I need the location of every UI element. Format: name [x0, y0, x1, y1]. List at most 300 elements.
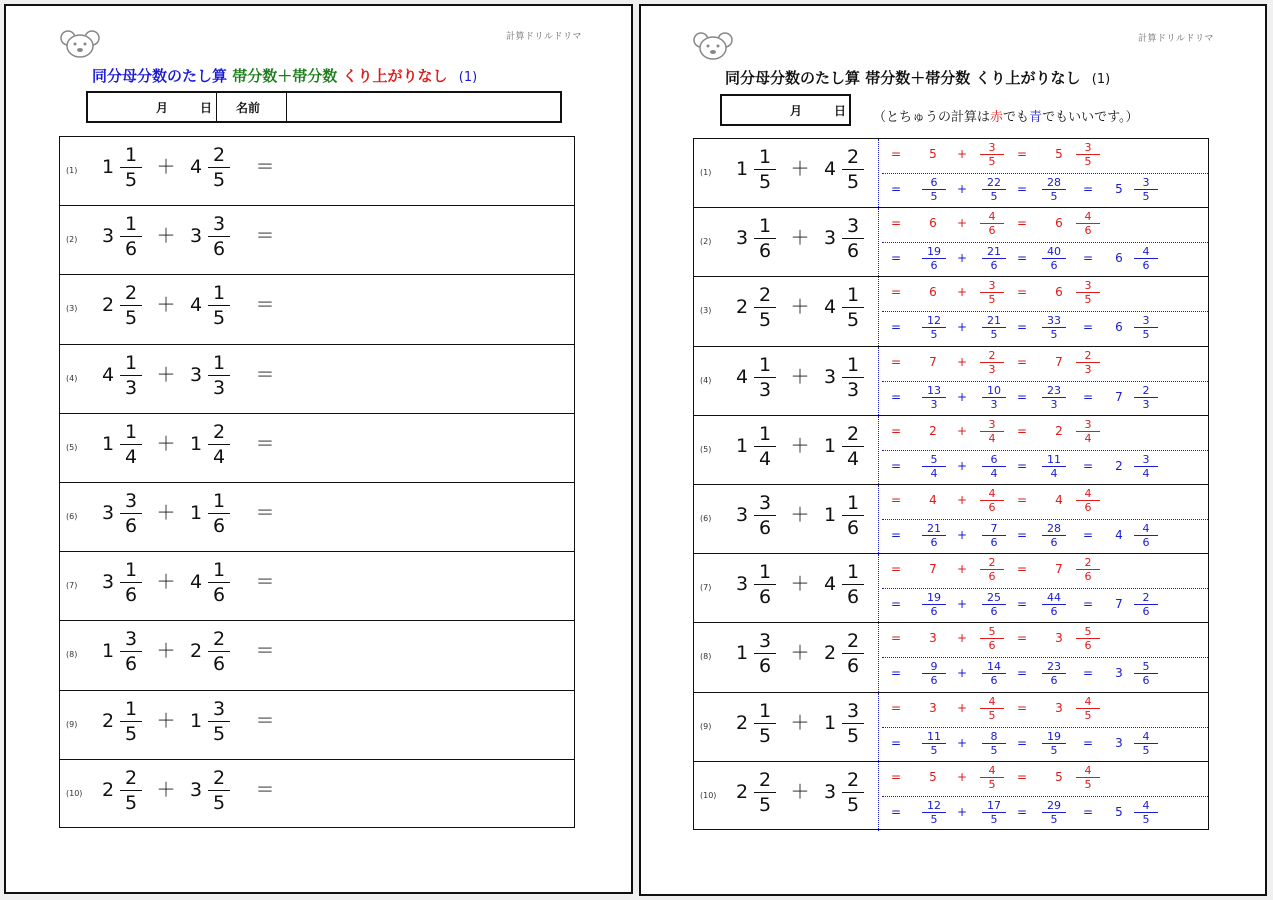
equals-sign: ＝ [255, 156, 275, 178]
mixed-fraction-numerator: 5 [1084, 625, 1092, 639]
answer-row [694, 485, 1208, 554]
improper-a [922, 314, 946, 341]
equals-red: = [1016, 493, 1028, 507]
equals-blue: = [1016, 528, 1028, 542]
mixed-fraction-numerator: 4 [1084, 487, 1092, 500]
dotted-divider-horizontal [882, 242, 1208, 243]
dotted-divider-vertical [878, 208, 879, 276]
sum-fraction [980, 141, 1004, 168]
improper-a-numerator: 19 [927, 591, 941, 605]
problem-number: (4) [66, 373, 78, 383]
plus-sign: ＋ [156, 571, 176, 594]
fraction-b-denominator: 3 [846, 378, 860, 401]
improper-b-numerator: 21 [987, 245, 1001, 259]
answer-grid [693, 138, 1209, 830]
problem-row [60, 414, 574, 483]
answer-row [694, 762, 1208, 831]
problem-number: (2) [66, 235, 78, 245]
equals-sign: ＝ [255, 363, 275, 386]
fraction-a [120, 698, 142, 745]
improper-sum-denominator: 6 [1050, 605, 1058, 619]
equals-blue: = [1082, 804, 1094, 819]
fraction-a [754, 492, 776, 539]
month-label: 月 [790, 103, 803, 118]
final-fraction [1134, 453, 1158, 480]
plus-red: + [956, 285, 968, 300]
improper-sum [1042, 522, 1066, 549]
improper-b-denominator: 5 [990, 190, 998, 203]
fraction-b-numerator: 2 [846, 630, 860, 653]
fraction-b-numerator: 3 [212, 697, 226, 720]
plus-sign: ＋ [790, 711, 810, 734]
sum-whole: 6 [929, 285, 937, 300]
sum-fraction-numerator: 2 [988, 348, 996, 362]
equals-sign: ＝ [255, 502, 275, 524]
final-fraction-numerator: 2 [1142, 591, 1150, 605]
plus-red: + [956, 216, 968, 231]
fraction-a-numerator: 1 [758, 699, 772, 722]
improper-b-denominator: 6 [990, 259, 998, 273]
fraction-a-denominator: 6 [758, 517, 772, 539]
dotted-divider-vertical [878, 554, 879, 622]
improper-sum-denominator: 5 [1050, 812, 1058, 826]
fraction-b [842, 769, 864, 816]
sum-fraction [980, 418, 1004, 445]
fraction-b-numerator: 1 [846, 284, 860, 307]
mixed-whole: 7 [1055, 354, 1063, 369]
fraction-a-denominator: 4 [758, 447, 772, 470]
sum-fraction-denominator: 6 [988, 570, 996, 584]
mixed-whole: 5 [1055, 769, 1063, 784]
title-part1: 同分母分数のたし算 [92, 67, 228, 85]
fraction-a-numerator: 2 [758, 768, 772, 791]
day-label: 日 [834, 103, 847, 118]
final-fraction-numerator: 4 [1142, 729, 1150, 743]
whole-a: 2 [735, 296, 749, 319]
brand-name: 計算ドリルドリマ [506, 32, 582, 42]
equals-red: = [1016, 147, 1028, 161]
fraction-a [754, 146, 776, 193]
improper-sum-denominator: 4 [1050, 466, 1058, 480]
whole-a: 3 [735, 227, 749, 250]
fraction-a [754, 630, 776, 677]
sum-fraction-numerator: 2 [988, 556, 996, 570]
sum-fraction-denominator: 6 [988, 501, 996, 514]
mixed-fraction-denominator: 4 [1084, 431, 1092, 445]
problem-row [60, 483, 574, 552]
equals-blue: = [1016, 251, 1028, 266]
fraction-a [754, 423, 776, 470]
improper-sum [1042, 799, 1066, 826]
problem-number: (6) [66, 512, 78, 521]
sum-whole: 2 [929, 423, 937, 438]
fraction-b-denominator: 6 [212, 238, 226, 261]
day-label: 日 [200, 100, 213, 115]
mixed-fraction-denominator: 5 [1084, 708, 1092, 722]
answer-row [694, 139, 1208, 208]
sum-fraction [980, 487, 1004, 514]
whole-b: 1 [189, 432, 203, 455]
dotted-divider-horizontal [882, 381, 1208, 382]
plus-blue: + [956, 666, 968, 681]
equals-red: = [890, 216, 902, 231]
whole-b: 2 [823, 642, 837, 665]
whole-b: 3 [823, 780, 837, 803]
equals-red: = [1016, 354, 1028, 369]
improper-sum-numerator: 29 [1047, 798, 1061, 812]
equals-sign: ＝ [255, 778, 275, 801]
final-fraction-denominator: 5 [1142, 328, 1150, 342]
mixed-fraction-numerator: 3 [1084, 279, 1092, 293]
sum-whole: 4 [929, 493, 937, 507]
plus-sign: ＋ [156, 778, 176, 801]
improper-sum-numerator: 28 [1047, 522, 1061, 535]
equals-blue: = [1016, 735, 1028, 750]
dotted-divider-vertical [878, 762, 879, 831]
fraction-b [208, 767, 230, 814]
whole-a: 4 [735, 365, 749, 388]
improper-a-numerator: 13 [927, 383, 941, 397]
mixed-fraction-numerator: 2 [1084, 556, 1092, 570]
fraction-a-numerator: 2 [124, 766, 138, 789]
fraction-b-denominator: 5 [212, 791, 226, 814]
plus-blue: + [956, 251, 968, 266]
fraction-a [120, 352, 142, 399]
mixed-fraction-denominator: 5 [1084, 155, 1092, 168]
fraction-b-denominator: 5 [846, 171, 860, 193]
improper-a [922, 245, 946, 272]
equals-blue: = [1082, 735, 1094, 750]
improper-a-denominator: 5 [930, 812, 938, 826]
improper-sum [1042, 245, 1066, 272]
mixed-fraction-denominator: 6 [1084, 639, 1092, 653]
final-fraction-numerator: 4 [1142, 522, 1150, 535]
final-fraction-numerator: 2 [1142, 383, 1150, 397]
final-fraction-denominator: 5 [1142, 190, 1150, 203]
whole-a: 2 [101, 294, 115, 317]
title-part2: 帯分数＋帯分数 [232, 67, 338, 85]
mixed-whole: 5 [1055, 147, 1063, 161]
improper-sum-numerator: 11 [1047, 452, 1061, 466]
final-fraction-numerator: 4 [1142, 798, 1150, 812]
final-whole: 7 [1115, 389, 1123, 404]
plus-red: + [956, 147, 968, 161]
fraction-b [208, 559, 230, 606]
whole-a: 1 [101, 640, 115, 663]
fraction-a [120, 559, 142, 606]
plus-sign: ＋ [790, 642, 810, 665]
fraction-a-denominator: 3 [758, 378, 772, 401]
mixed-whole: 4 [1055, 493, 1063, 507]
problem-row [60, 621, 574, 690]
fraction-b-denominator: 6 [846, 517, 860, 539]
mixed-whole: 3 [1055, 631, 1063, 646]
equals-blue: = [1082, 458, 1094, 473]
plus-sign: ＋ [790, 158, 810, 180]
mixed-fraction-denominator: 5 [1084, 777, 1092, 791]
problem-number: (5) [66, 442, 78, 452]
problem-number: (3) [66, 304, 78, 314]
improper-a-denominator: 5 [930, 743, 938, 757]
improper-b-numerator: 10 [987, 383, 1001, 397]
equals-blue: = [1016, 182, 1028, 196]
equals-red: = [890, 354, 902, 369]
fraction-b-numerator: 1 [846, 561, 860, 584]
sum-fraction-numerator: 4 [988, 210, 996, 224]
improper-a-numerator: 11 [927, 729, 941, 743]
fraction-b-numerator: 2 [212, 420, 226, 443]
improper-a [922, 522, 946, 549]
final-fraction-denominator: 6 [1142, 259, 1150, 273]
improper-b [982, 384, 1006, 411]
sum-fraction [980, 556, 1004, 583]
answer-row [694, 347, 1208, 416]
sum-whole: 7 [929, 562, 937, 577]
dotted-divider-vertical [878, 416, 879, 484]
mixed-whole: 7 [1055, 562, 1063, 577]
instruction-note: （とちゅうの計算は赤でも青でもいいです。） [873, 110, 1139, 125]
problem-number: (3) [700, 306, 712, 316]
final-fraction [1134, 730, 1158, 757]
sum-fraction-denominator: 5 [988, 777, 996, 791]
date-box [720, 94, 851, 126]
improper-a-numerator: 6 [930, 176, 938, 189]
fraction-b [208, 352, 230, 399]
plus-sign: ＋ [790, 434, 810, 457]
sum-whole: 3 [929, 700, 937, 715]
equals-sign: ＝ [255, 225, 275, 248]
answer-sheet [639, 4, 1267, 896]
fraction-b [842, 284, 864, 331]
equals-red: = [890, 769, 902, 784]
fraction-b-numerator: 1 [846, 353, 860, 376]
final-whole: 6 [1115, 320, 1123, 335]
plus-red: + [956, 562, 968, 577]
page-title [725, 67, 1110, 88]
sum-fraction-denominator: 3 [988, 362, 996, 376]
fraction-b [208, 628, 230, 675]
answer-row [694, 554, 1208, 623]
whole-a: 2 [735, 780, 749, 803]
plus-red: + [956, 493, 968, 507]
improper-b [982, 799, 1006, 826]
final-fraction-denominator: 5 [1142, 812, 1150, 826]
equals-blue: = [890, 666, 902, 681]
fraction-a [754, 215, 776, 262]
improper-a-numerator: 12 [927, 314, 941, 328]
whole-a: 3 [735, 504, 749, 526]
equals-sign: ＝ [255, 571, 275, 594]
fraction-b [208, 282, 230, 329]
plus-sign: ＋ [790, 227, 810, 250]
fraction-b-numerator: 1 [212, 282, 226, 305]
fraction-b [842, 146, 864, 193]
plus-sign: ＋ [790, 365, 810, 388]
fraction-b-numerator: 3 [846, 699, 860, 722]
improper-b-numerator: 7 [990, 522, 998, 535]
sum-fraction-denominator: 5 [988, 708, 996, 722]
improper-a-denominator: 5 [930, 328, 938, 342]
plus-sign: ＋ [156, 294, 176, 317]
equals-blue: = [1082, 666, 1094, 681]
fraction-b-denominator: 3 [212, 376, 226, 399]
fraction-a-numerator: 1 [758, 146, 772, 168]
equals-sign: ＝ [255, 640, 275, 663]
fraction-b-numerator: 1 [212, 490, 226, 512]
whole-b: 3 [189, 363, 203, 386]
dotted-divider-vertical [878, 277, 879, 345]
fraction-a-numerator: 2 [758, 284, 772, 307]
fraction-b-denominator: 6 [846, 240, 860, 263]
improper-b-denominator: 6 [990, 536, 998, 549]
fraction-a-denominator: 6 [758, 586, 772, 609]
improper-a-denominator: 6 [930, 259, 938, 273]
equals-red: = [1016, 562, 1028, 577]
mouse-logo-icon [693, 30, 733, 62]
plus-blue: + [956, 182, 968, 196]
fraction-a [120, 144, 142, 191]
improper-b-numerator: 21 [987, 314, 1001, 328]
improper-a-numerator: 19 [927, 245, 941, 259]
sum-whole: 6 [929, 216, 937, 231]
fraction-a-numerator: 1 [124, 697, 138, 720]
improper-b [982, 245, 1006, 272]
final-fraction-numerator: 4 [1142, 245, 1150, 259]
mixed-fraction-denominator: 6 [1084, 570, 1092, 584]
fraction-b [208, 490, 230, 537]
title-number: (1) [1091, 72, 1111, 87]
equals-blue: = [1016, 597, 1028, 612]
improper-b-numerator: 6 [990, 452, 998, 466]
problem-number: (2) [700, 237, 712, 247]
equals-blue: = [1082, 597, 1094, 612]
equals-blue: = [890, 597, 902, 612]
equals-red: = [890, 631, 902, 646]
fraction-a [754, 561, 776, 608]
fraction-b-denominator: 4 [212, 445, 226, 468]
sum-fraction-denominator: 6 [988, 639, 996, 653]
sum-fraction-numerator: 4 [988, 487, 996, 500]
fraction-b-denominator: 5 [846, 724, 860, 747]
sum-fraction [980, 349, 1004, 376]
plus-sign: ＋ [156, 225, 176, 248]
final-fraction-numerator: 3 [1142, 314, 1150, 328]
improper-sum-numerator: 23 [1047, 660, 1061, 674]
equals-blue: = [1082, 182, 1094, 196]
mixed-fraction [1076, 556, 1100, 583]
sum-whole: 3 [929, 631, 937, 646]
whole-b: 1 [823, 434, 837, 457]
improper-b-numerator: 25 [987, 591, 1001, 605]
final-fraction [1134, 522, 1158, 549]
improper-b-numerator: 17 [987, 798, 1001, 812]
fraction-b-numerator: 2 [212, 766, 226, 789]
problem-number: (9) [700, 721, 712, 731]
answer-row [694, 623, 1208, 692]
equals-red: = [890, 562, 902, 577]
problem-number: (7) [700, 583, 712, 593]
fraction-b-numerator: 2 [846, 422, 860, 445]
fraction-a [120, 282, 142, 329]
fraction-b-denominator: 6 [846, 586, 860, 609]
improper-b-numerator: 14 [987, 660, 1001, 674]
equals-red: = [1016, 769, 1028, 784]
improper-sum-numerator: 23 [1047, 383, 1061, 397]
whole-b: 4 [823, 573, 837, 596]
mixed-fraction [1076, 210, 1100, 237]
fraction-a-numerator: 1 [124, 144, 138, 166]
whole-a: 2 [101, 709, 115, 732]
sum-fraction-numerator: 3 [988, 141, 996, 154]
fraction-a-denominator: 5 [758, 309, 772, 332]
improper-a [922, 591, 946, 618]
improper-a-numerator: 12 [927, 798, 941, 812]
fraction-b [208, 698, 230, 745]
fraction-a [120, 213, 142, 260]
plus-blue: + [956, 458, 968, 473]
fraction-a-numerator: 1 [124, 559, 138, 582]
plus-sign: ＋ [156, 709, 176, 732]
fraction-b-numerator: 1 [212, 559, 226, 582]
fraction-a-numerator: 3 [758, 630, 772, 653]
improper-b [982, 522, 1006, 549]
equals-blue: = [890, 389, 902, 404]
mixed-fraction-numerator: 2 [1084, 348, 1092, 362]
plus-red: + [956, 423, 968, 438]
improper-sum-denominator: 6 [1050, 674, 1058, 688]
improper-a-denominator: 5 [930, 190, 938, 203]
sum-whole: 5 [929, 769, 937, 784]
improper-sum [1042, 453, 1066, 480]
improper-b-denominator: 6 [990, 674, 998, 688]
fraction-b [842, 215, 864, 262]
fraction-a [754, 354, 776, 401]
mixed-whole: 6 [1055, 216, 1063, 231]
final-fraction-denominator: 3 [1142, 397, 1150, 411]
fraction-a-numerator: 3 [124, 628, 138, 651]
improper-a [922, 453, 946, 480]
fraction-b [842, 630, 864, 677]
fraction-b-numerator: 2 [212, 144, 226, 166]
title-part1: 同分母分数のたし算 [725, 69, 861, 87]
fraction-b [208, 213, 230, 260]
improper-b-denominator: 5 [990, 743, 998, 757]
whole-a: 2 [101, 778, 115, 801]
fraction-a [120, 421, 142, 468]
fraction-b [842, 700, 864, 747]
dotted-divider-vertical [878, 485, 879, 553]
fraction-b-numerator: 2 [846, 768, 860, 791]
whole-a: 4 [101, 363, 115, 386]
sum-fraction-numerator: 5 [988, 625, 996, 639]
improper-sum-denominator: 5 [1050, 190, 1058, 203]
improper-a-numerator: 9 [930, 660, 938, 674]
fraction-a [754, 769, 776, 816]
equals-blue: = [890, 320, 902, 335]
improper-a-denominator: 6 [930, 536, 938, 549]
dotted-divider-horizontal [882, 657, 1208, 658]
improper-sum-numerator: 33 [1047, 314, 1061, 328]
mixed-whole: 2 [1055, 423, 1063, 438]
equals-blue: = [890, 804, 902, 819]
fraction-b-numerator: 2 [212, 628, 226, 651]
whole-a: 1 [101, 156, 115, 178]
sum-fraction-denominator: 4 [988, 431, 996, 445]
mixed-fraction-numerator: 4 [1084, 763, 1092, 777]
whole-b: 4 [823, 296, 837, 319]
whole-b: 4 [189, 294, 203, 317]
improper-sum-denominator: 6 [1050, 536, 1058, 549]
